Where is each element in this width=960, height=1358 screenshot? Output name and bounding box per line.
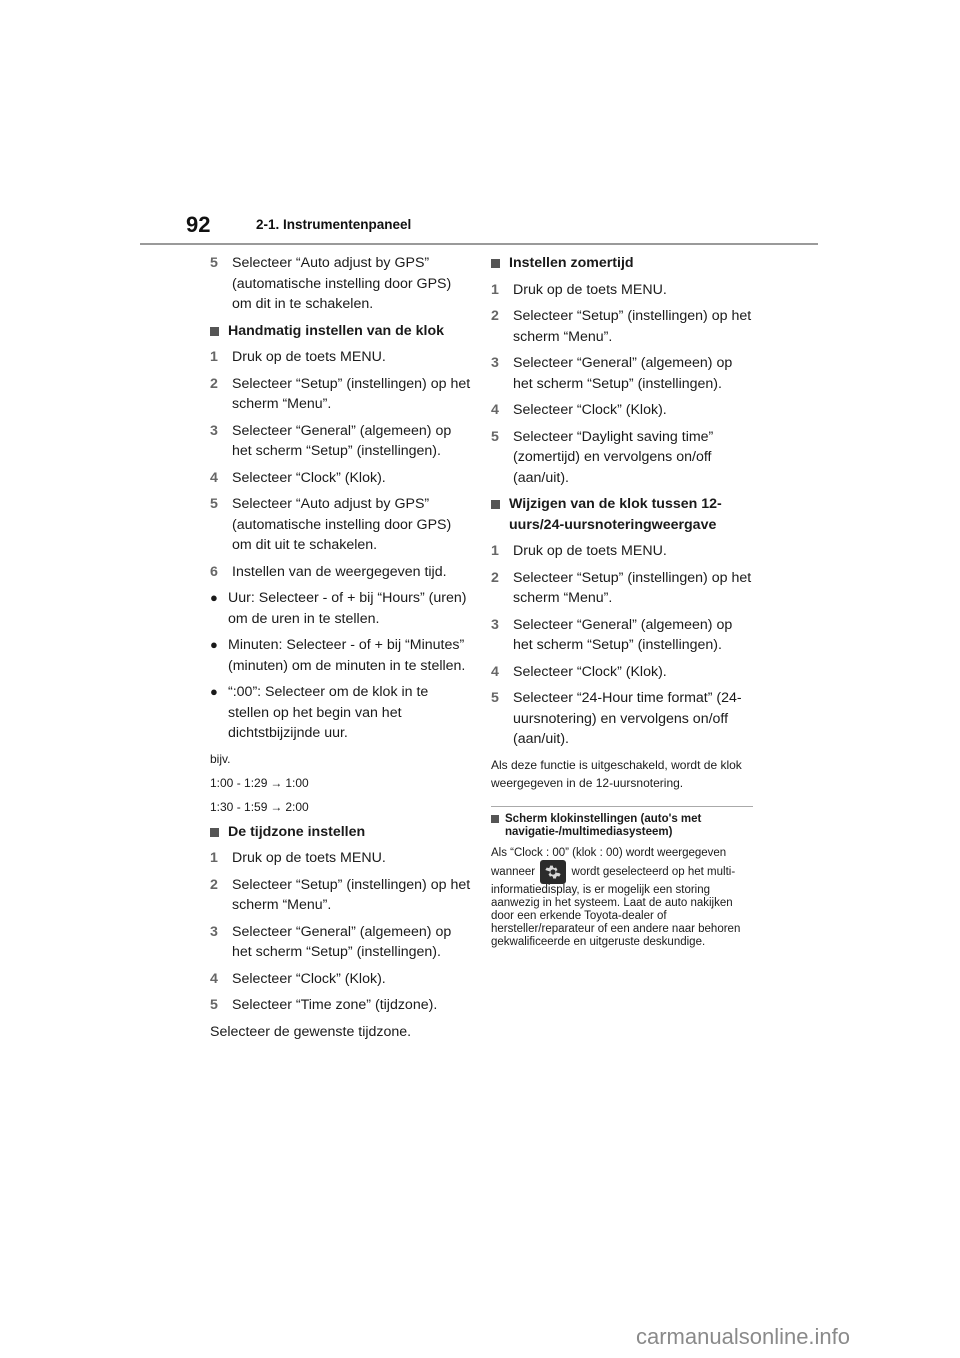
heading-text: Wijzigen van de klok tussen 12-uurs/24-uursnoteringweergave	[509, 496, 722, 533]
step-text: Selecteer “Setup” (instellingen) op het scherm “Menu”.	[513, 569, 752, 606]
arrow-icon: →	[270, 799, 283, 814]
gear-icon	[540, 860, 566, 884]
step-number: 5	[210, 255, 218, 271]
step-number: 4	[210, 970, 218, 987]
square-bullet-icon	[491, 500, 500, 509]
step	[491, 541, 753, 562]
step-number: 1	[210, 349, 218, 365]
step-text: Druk op de toets MENU.	[232, 349, 386, 365]
step-number: 5	[491, 428, 499, 445]
step-text: Selecteer “General” (algemeen) op het scherm “Setup” (instellingen).	[513, 616, 733, 653]
step-text: Instellen van de weergegeven tijd.	[232, 563, 447, 580]
step	[491, 427, 753, 489]
watermark: carmanualsonline.info	[636, 1324, 851, 1349]
step-number: 5	[210, 997, 218, 1013]
step-text: Selecteer “Clock” (Klok).	[232, 970, 386, 987]
note-text-part: Als “Clock : 00” (klok : 00) wordt weergegeven wanneer	[491, 846, 727, 878]
header-divider	[140, 243, 818, 245]
step	[491, 353, 753, 394]
section-heading-manual	[210, 321, 472, 342]
step-number: 3	[491, 355, 499, 371]
bullet-text: Minuten: Selecteer - of + bij “Minutes” (minuten) om de minuten in te stellen.	[228, 637, 466, 674]
bullet-item	[210, 682, 472, 744]
step-text: Selecteer “Auto adjust by GPS” (automatische instelling door GPS) om dit uit te schakelen.	[232, 496, 452, 553]
step-text: Selecteer “General” (algemeen) op het scherm “Setup” (instellingen).	[232, 923, 452, 960]
step	[210, 347, 472, 368]
paragraph: Selecteer de gewenste tijdzone.	[210, 1023, 412, 1040]
section-heading-format	[491, 494, 753, 535]
step	[210, 995, 472, 1016]
step-number: 2	[491, 569, 499, 586]
step	[210, 969, 472, 990]
step	[491, 400, 753, 421]
right-column	[491, 253, 753, 949]
note-heading-text: Scherm klokinstellingen (auto's met navigatie-/multimediasysteem)	[505, 812, 702, 838]
step	[491, 568, 753, 609]
step	[491, 662, 753, 683]
step-number: 6	[210, 563, 218, 580]
page-header	[0, 0, 960, 250]
step-number: 3	[210, 422, 218, 439]
step-text: Druk op de toets MENU.	[232, 850, 386, 866]
heading-text: Handmatig instellen van de klok	[228, 322, 445, 339]
example-line	[210, 798, 472, 816]
square-bullet-icon	[491, 815, 499, 823]
step-number: 3	[210, 923, 218, 940]
info-note	[491, 806, 753, 949]
example-from: 1:30 - 1:59	[210, 799, 268, 814]
square-bullet-icon	[491, 259, 500, 268]
section-heading-timezone	[210, 822, 472, 843]
bullet-text: “:00”: Selecteer om de klok in te stellen op het begin van het dichtstbijzijnde uur.	[228, 684, 429, 741]
example-line	[210, 774, 472, 792]
step-number: 4	[210, 469, 218, 486]
step-text: Selecteer “Setup” (instellingen) op het scherm “Menu”.	[232, 375, 471, 412]
step-number: 4	[491, 663, 499, 680]
format-note: Als deze functie is uitgeschakeld, wordt de klok weergegeven in de 12-uursnotering.	[491, 757, 742, 790]
section-title: 2-1. Instrumentenpaneel	[256, 217, 412, 232]
step	[210, 875, 472, 916]
step-text: Selecteer “Setup” (instellingen) op het scherm “Menu”.	[513, 308, 752, 345]
step-number: 3	[491, 616, 499, 633]
step-number: 2	[491, 308, 499, 324]
example-label: bijv.	[210, 751, 231, 766]
step	[210, 253, 472, 315]
step-text: Selecteer “Auto adjust by GPS” (automatische instelling door GPS) om dit in te schakelen.	[232, 255, 452, 312]
heading-text: De tijdzone instellen	[228, 823, 366, 840]
example-to: 2:00	[285, 799, 309, 814]
step-text: Selecteer “General” (algemeen) op het scherm “Setup” (instellingen).	[232, 422, 452, 459]
step	[210, 494, 472, 556]
step	[491, 615, 753, 656]
heading-text: Instellen zomertijd	[509, 255, 634, 271]
step-text: Selecteer “Clock” (Klok).	[513, 663, 667, 680]
section-heading-dst	[491, 253, 753, 274]
step-text: Selecteer “Clock” (Klok).	[513, 402, 667, 418]
step-text: Druk op de toets MENU.	[513, 543, 667, 559]
step-number: 2	[210, 876, 218, 893]
step	[491, 280, 753, 301]
step-text: Selecteer “Daylight saving time” (zomertijd) en vervolgens on/off (aan/uit).	[513, 428, 714, 486]
step	[210, 421, 472, 462]
step	[210, 374, 472, 415]
example-from: 1:00 - 1:29	[210, 775, 268, 790]
note-text-part: wordt geselecteerd op het multi-informatiedisplay, is er mogelijk een storing aanwezig in het systeem. Laat de auto nakijken door een erkende Toyota-dealer of hersteller/reparateur of een andere naar behoren gekwalificeerde en uitgeruste deskundige.	[491, 865, 741, 948]
step-number: 5	[210, 496, 218, 512]
arrow-icon: →	[270, 775, 283, 790]
step	[210, 922, 472, 963]
page-number: 92	[186, 212, 211, 237]
left-column	[210, 253, 472, 1048]
step	[210, 468, 472, 489]
bullet-item	[210, 635, 472, 676]
square-bullet-icon	[210, 828, 219, 837]
step	[491, 306, 753, 347]
note-heading	[491, 813, 753, 839]
step-text: Selecteer “Clock” (Klok).	[232, 469, 386, 486]
bullet-icon: ●	[210, 590, 218, 605]
bullet-icon: ●	[210, 684, 218, 699]
note-text	[491, 847, 753, 949]
step	[210, 562, 472, 583]
step-text: Selecteer “General” (algemeen) op het scherm “Setup” (instellingen).	[513, 355, 733, 392]
step-number: 1	[210, 850, 218, 866]
step-text: Selecteer “Setup” (instellingen) op het scherm “Menu”.	[232, 876, 471, 913]
bullet-item	[210, 588, 472, 629]
step-number: 1	[491, 543, 499, 559]
bullet-text: Uur: Selecteer - of + bij “Hours” (uren) om de uren in te stellen.	[228, 590, 467, 627]
step-number: 4	[491, 402, 499, 418]
step-number: 1	[491, 281, 499, 298]
step-text: Selecteer “Time zone” (tijdzone).	[232, 997, 438, 1013]
step-text: Selecteer “24-Hour time format” (24-uursnotering) en vervolgens on/off (aan/uit).	[513, 690, 742, 747]
step-number: 5	[491, 690, 499, 706]
step	[491, 688, 753, 750]
bullet-icon: ●	[210, 637, 218, 652]
step	[210, 848, 472, 869]
square-bullet-icon	[210, 327, 219, 336]
step-text: Druk op de toets MENU.	[513, 281, 667, 298]
step-number: 2	[210, 375, 218, 392]
example-to: 1:00	[285, 775, 309, 790]
